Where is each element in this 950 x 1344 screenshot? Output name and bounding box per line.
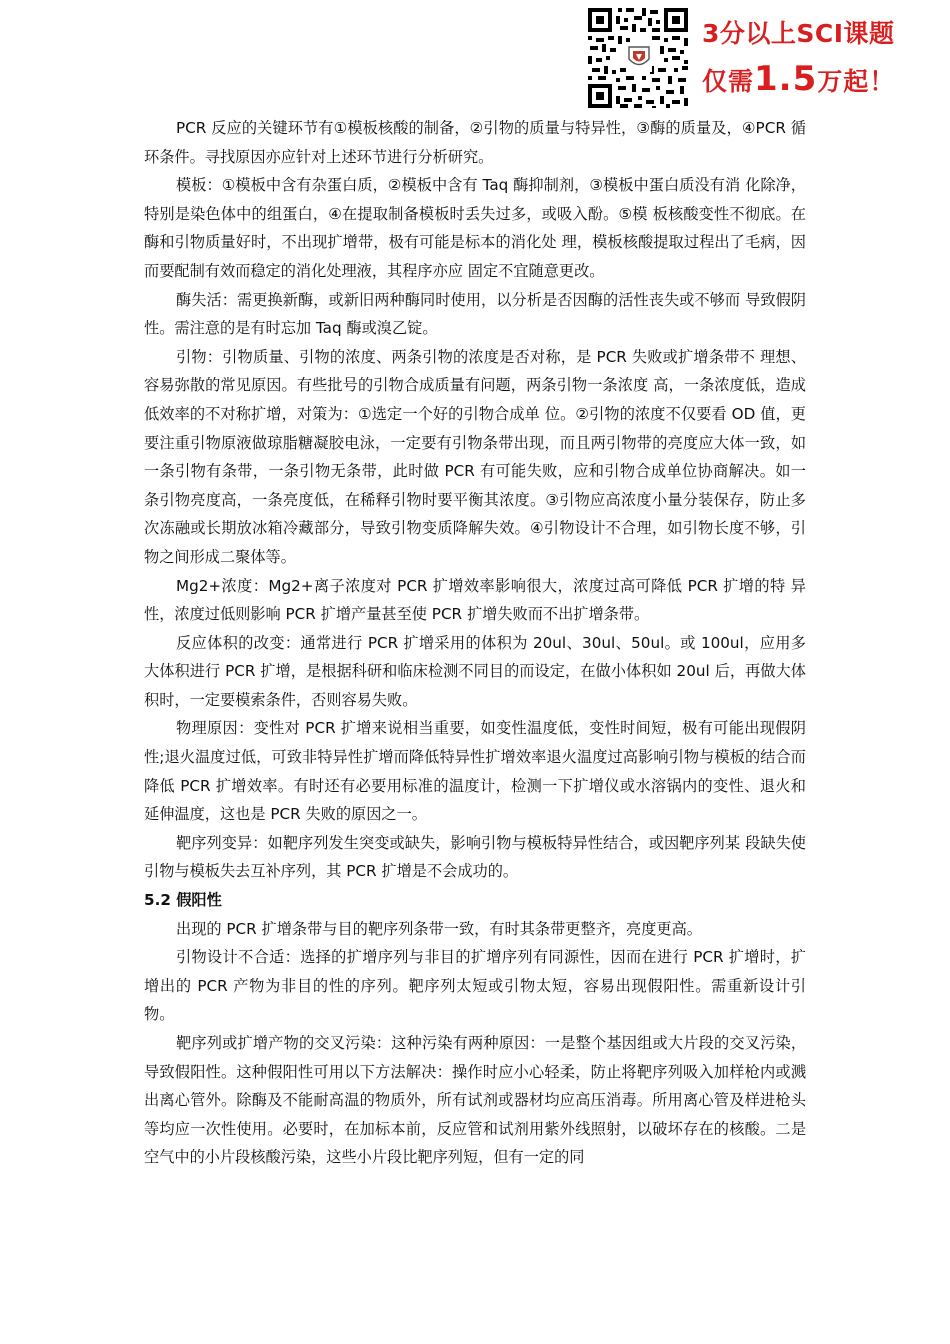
promo-line2-post: 万起！ bbox=[817, 67, 896, 96]
paragraph-enzyme: 酶失活：需更换新酶，或新旧两种酶同时使用，以分析是否因酶的活性丧失或不够而 导致假阴性。需注意的是有时忘加 Taq 酶或溴乙锭。 bbox=[144, 290, 806, 338]
paragraph-cross-contamination: 靶序列或扩增产物的交叉污染：这种污染有两种原因：一是整个基因组或大片段的交叉污染，导致假阳性。这种假阳性可用以下方法解决：操作时应小心轻柔，防止将靶序列吸入加样枪内或溅出离心管外。除酶及不能耐高温的物质外，所有试剂或器材均应高压消毒。所用离心管及样进枪头等均应一次性使用。必要时，在加标本前，反应管和试剂用紫外线照射，以破坏存在的核酸。二是空气中的小片段核酸污染，这些小片段比靶序列短，但有一定的同 bbox=[144, 1034, 806, 1167]
promo-price: 1.5 bbox=[754, 59, 818, 99]
paragraph-primer-design: 引物设计不合适：选择的扩增序列与非目的扩增序列有同源性，因而在进行 PCR 扩增时，扩增出的 PCR 产物为非目的性的序列。靶序列太短或引物太短，容易出现假阳性。需重新设计引物。 bbox=[144, 948, 806, 1024]
promo-line2 bbox=[702, 54, 922, 107]
promo-line1: 3分以上SCI课题 bbox=[702, 19, 895, 48]
header-advertisement bbox=[586, 6, 926, 116]
paragraph-mg2: Mg2+浓度：Mg2+离子浓度对 PCR 扩增效率影响很大，浓度过高可降低 PCR 扩增的特 异性，浓度过低则影响 PCR 扩增产量甚至使 PCR 扩增失败而不出扩增条带。 bbox=[144, 576, 806, 624]
paragraph-target-variation: 靶序列变异：如靶序列发生突变或缺失，影响引物与模板特异性结合，或因靶序列某 段缺失使引物与模板失去互补序列，其 PCR 扩增是不会成功的。 bbox=[144, 833, 806, 881]
promo-text bbox=[702, 14, 922, 107]
paragraph-template: 模板：①模板中含有杂蛋白质，②模板中含有 Taq 酶抑制剂，③模板中蛋白质没有消 化除净，特别是染色体中的组蛋白，④在提取制备模板时丢失过多，或吸入酚。⑤模 板核酸变性不彻底。在酶和引物质量好时，不出现扩增带，极有可能是标本的消化处 理，模板核酸提取过程出了毛病，因而要配制有效而稳定的消化处理液，其程序亦应 固定不宜随意更改。 bbox=[144, 176, 806, 280]
paragraph-primer: 引物：引物质量、引物的浓度、两条引物的浓度是否对称，是 PCR 失败或扩增条带不 理想、容易弥散的常见原因。有些批号的引物合成质量有问题，两条引物一条浓度 高，一条浓度低，造成低效率的不对称扩增，对策为：①选定一个好的引物合成单 位。②引物的浓度不仅要看 OD 值，更要注重引物原液做琼脂糖凝胶电泳，一定要有引物条带出现，而且两引物带的亮度应大体一致，如一条引物有条带，一条引物无条带，此时做 PCR 有可能失败，应和引物合成单位协商解决。如一条引物亮度高，一条亮度低，在稀释引物时要平衡其浓度。③引物应高浓度小量分装保存，防止多次冻融或长期放冰箱冷藏部分，导致引物变质降解失效。④引物设计不合理，如引物长度不够，引物之间形成二聚体等。 bbox=[144, 347, 806, 566]
paragraph-false-positive-intro: 出现的 PCR 扩增条带与目的靶序列条带一致，有时其条带更整齐，亮度更高。 bbox=[176, 919, 702, 938]
promo-line2-pre: 仅需 bbox=[702, 67, 755, 96]
section-heading-false-positive: 5.2 假阳性 bbox=[144, 891, 222, 910]
qr-code-icon[interactable] bbox=[586, 6, 690, 110]
document-body bbox=[144, 114, 806, 1172]
paragraph-pcr-key-steps: PCR 反应的关键环节有①模板核酸的制备，②引物的质量与特异性，③酶的质量及，④PCR 循环条件。寻找原因亦应针对上述环节进行分析研究。 bbox=[144, 119, 806, 166]
paragraph-physical: 物理原因：变性对 PCR 扩增来说相当重要，如变性温度低，变性时间短，极有可能出现假阴性;退火温度过低，可致非特异性扩增而降低特异性扩增效率退火温度过高影响引物与模板的结合而降低 PCR 扩增效率。有时还有必要用标准的温度计，检测一下扩增仪或水溶锅内的变性、退火和延伸温度，这也是 PCR 失败的原因之一。 bbox=[144, 719, 806, 824]
paragraph-volume: 反应体积的改变：通常进行 PCR 扩增采用的体积为 20ul、30ul、50ul。或 100ul，应用多 大体积进行 PCR 扩增，是根据科研和临床检测不同目的而设定，在做小体积如 20ul 后，再做大体积时，一定要模索条件，否则容易失败。 bbox=[144, 633, 806, 709]
